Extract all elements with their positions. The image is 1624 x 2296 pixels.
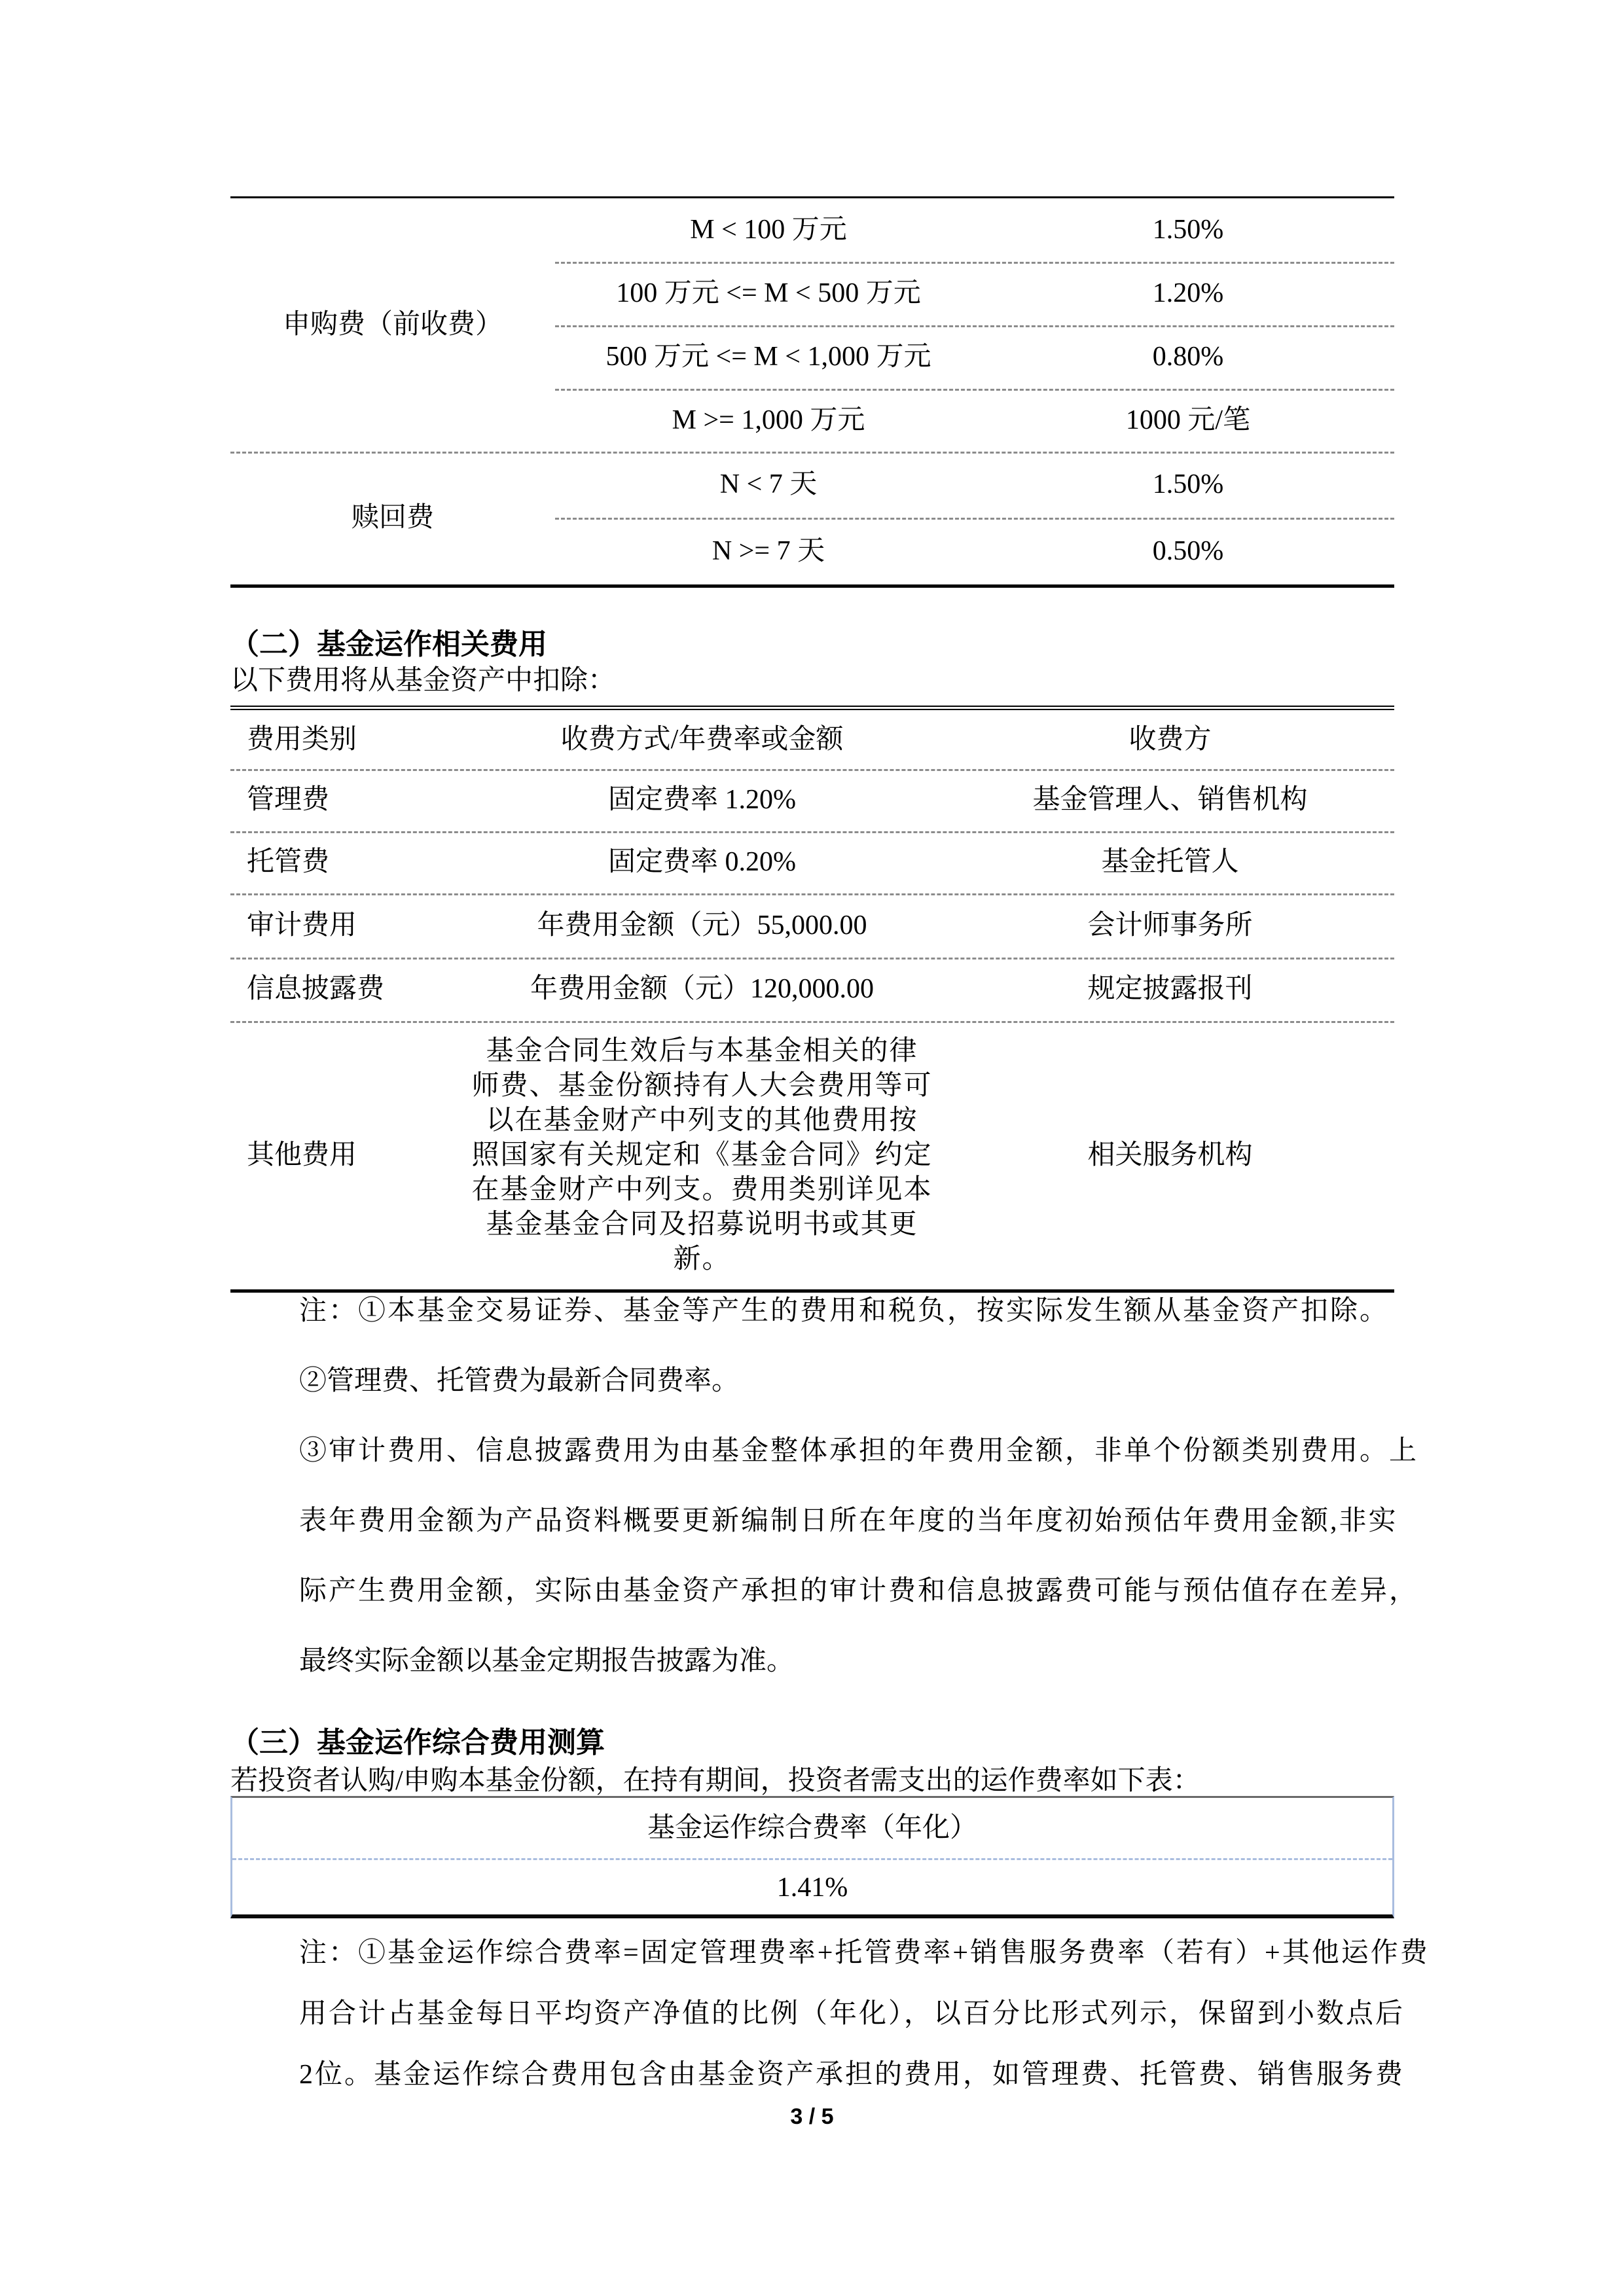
fee-payee-cell: 基金管理人、销售机构 bbox=[1032, 785, 1308, 816]
note-line: 用合计占基金每日平均资产净值的比例（年化），以百分比形式列示，保留到小数点后 bbox=[299, 1999, 1405, 2029]
page-number: 3 / 5 bbox=[790, 2104, 834, 2129]
fee-method-cell: 年费用金额（元）55,000.00 bbox=[537, 910, 867, 941]
row-divider bbox=[555, 389, 1394, 391]
fee-method-line: 在基金财产中列支。费用类别详见本 bbox=[471, 1174, 933, 1205]
fee-condition-cell: 500 万元 <= M < 1,000 万元 bbox=[605, 342, 931, 372]
section-heading-comprehensive-fee: （三）基金运作综合费用测算 bbox=[230, 1727, 605, 1759]
row-divider bbox=[555, 262, 1394, 264]
header-divider bbox=[230, 769, 1394, 771]
row-divider bbox=[230, 831, 1394, 833]
fee-group-label-redemption: 赎回费 bbox=[351, 503, 434, 533]
section-heading-operating-fees: （二）基金运作相关费用 bbox=[230, 628, 547, 660]
column-header-method: 收费方式/年费率或金额 bbox=[560, 724, 844, 755]
fee-type-cell: 托管费 bbox=[247, 847, 330, 878]
row-divider bbox=[232, 1858, 1392, 1860]
fee-method-line: 照国家有关规定和《基金合同》约定 bbox=[471, 1139, 933, 1170]
fee-payee-cell: 会计师事务所 bbox=[1087, 910, 1253, 941]
fee-condition-cell: M < 100 万元 bbox=[690, 215, 847, 245]
fee-rate-cell: 0.80% bbox=[1152, 342, 1224, 372]
fee-method-line: 新。 bbox=[673, 1244, 731, 1274]
fee-condition-cell: M >= 1,000 万元 bbox=[672, 404, 865, 435]
column-header-payee: 收费方 bbox=[1128, 724, 1212, 755]
row-divider bbox=[230, 893, 1394, 895]
column-header-fee-type: 费用类别 bbox=[247, 724, 357, 755]
note-line: 注：①基金运作综合费率=固定管理费率+托管费率+销售服务费率（若有）+其他运作费 bbox=[299, 1938, 1430, 1968]
group-divider bbox=[230, 452, 1394, 454]
comprehensive-fee-notes bbox=[299, 1923, 1430, 2106]
comprehensive-fee-value: 1.41% bbox=[776, 1873, 848, 1903]
note-line: ②管理费、托管费为最新合同费率。 bbox=[299, 1366, 740, 1396]
fee-rate-cell: 1.20% bbox=[1152, 278, 1224, 309]
fee-rate-cell: 1.50% bbox=[1152, 469, 1224, 500]
section-intro-operating-fees: 以下费用将从基金资产中扣除： bbox=[230, 666, 616, 696]
fee-payee-cell: 基金托管人 bbox=[1101, 847, 1239, 878]
note-line: ③审计费用、信息披露费用为由基金整体承担的年费用金额，非单个份额类别费用。上 bbox=[299, 1436, 1419, 1466]
fee-type-cell: 审计费用 bbox=[247, 910, 357, 941]
section-intro-comprehensive-fee: 若投资者认购/申购本基金份额，在持有期间，投资者需支出的运作费率如下表： bbox=[230, 1766, 1200, 1796]
fee-rate-cell: 1000 元/笔 bbox=[1125, 404, 1251, 435]
fee-method-line: 基金合同生效后与本基金相关的律 bbox=[486, 1035, 918, 1066]
fee-method-cell: 固定费率 1.20% bbox=[608, 785, 796, 816]
row-divider bbox=[230, 958, 1394, 960]
fee-rate-cell: 0.50% bbox=[1152, 535, 1224, 566]
note-line: 2位。基金运作综合费用包含由基金资产承担的费用，如管理费、托管费、销售服务费 bbox=[299, 2060, 1405, 2090]
fee-method-cell-multiline bbox=[458, 1021, 946, 1289]
note-line: 表年费用金额为产品资料概要更新编制日所在年度的当年度初始预估年费用金额,非实 bbox=[299, 1506, 1398, 1536]
comprehensive-fee-table bbox=[230, 1796, 1394, 1918]
fee-group-label-subscription: 申购费（前收费） bbox=[282, 310, 503, 340]
note-line: 际产生费用金额，实际由基金资产承担的审计费和信息披露费可能与预估值存在差异， bbox=[299, 1576, 1419, 1606]
operating-fee-table bbox=[230, 706, 1394, 1293]
fee-type-cell: 其他费用 bbox=[247, 1139, 357, 1170]
operating-fee-notes bbox=[299, 1276, 1419, 1696]
fee-method-line: 基金基金合同及招募说明书或其更 bbox=[486, 1209, 918, 1240]
row-divider bbox=[230, 1021, 1394, 1023]
fee-rate-cell: 1.50% bbox=[1152, 215, 1224, 245]
note-line: 最终实际金额以基金定期报告披露为准。 bbox=[299, 1646, 795, 1676]
fee-condition-cell: 100 万元 <= M < 500 万元 bbox=[616, 278, 921, 309]
row-divider bbox=[555, 325, 1394, 327]
fee-type-cell: 信息披露费 bbox=[247, 974, 385, 1005]
fee-type-cell: 管理费 bbox=[247, 785, 330, 816]
fee-method-line: 以在基金财产中列支的其他费用按 bbox=[486, 1105, 918, 1136]
subscription-redemption-fee-table bbox=[230, 196, 1394, 588]
note-line: 注：①本基金交易证券、基金等产生的费用和税负，按实际发生额从基金资产扣除。 bbox=[299, 1296, 1390, 1326]
comprehensive-fee-header: 基金运作综合费率（年化） bbox=[647, 1812, 977, 1843]
fee-method-cell: 年费用金额（元）120,000.00 bbox=[530, 974, 874, 1005]
fee-method-cell: 固定费率 0.20% bbox=[608, 847, 796, 878]
fee-condition-cell: N < 7 天 bbox=[719, 469, 818, 500]
row-divider bbox=[555, 518, 1394, 520]
fee-payee-cell: 规定披露报刊 bbox=[1087, 974, 1253, 1005]
fee-method-line: 师费、基金份额持有人大会费用等可 bbox=[471, 1070, 933, 1101]
fee-payee-cell: 相关服务机构 bbox=[1087, 1139, 1253, 1170]
fee-condition-cell: N >= 7 天 bbox=[712, 535, 825, 566]
